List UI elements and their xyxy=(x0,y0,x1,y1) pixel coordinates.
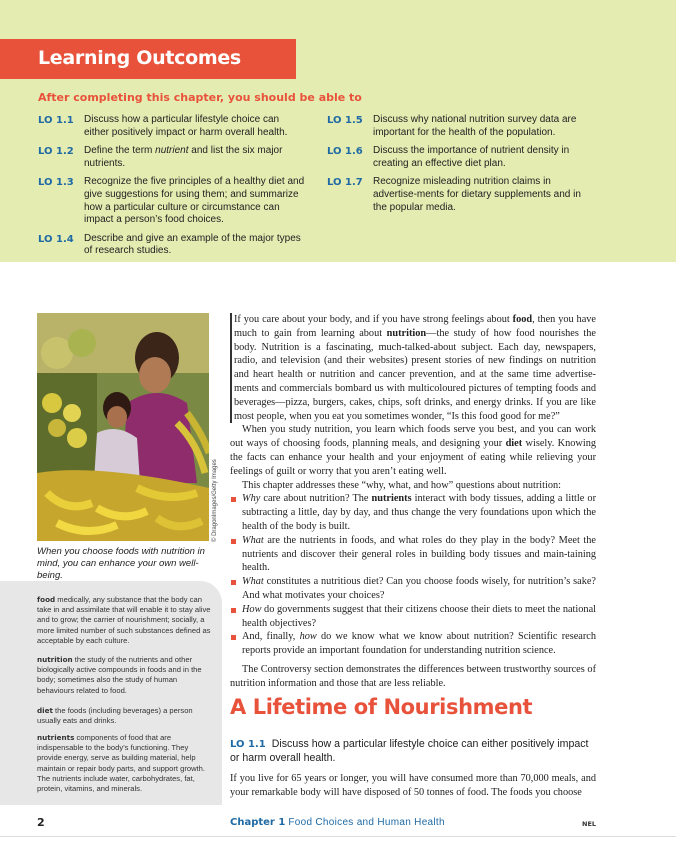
lo-number: LO 1.5 xyxy=(327,115,363,126)
section-learning-outcome xyxy=(230,738,596,765)
lo-item xyxy=(38,233,306,258)
page-number: 2 xyxy=(37,816,45,829)
lo-text: Recognize misleading nutrition claims in advertise-ments for dietary supplements and in the popular media. xyxy=(373,176,581,213)
photo-credit xyxy=(212,459,222,542)
page-edge xyxy=(0,836,676,837)
lo-text: Discuss why national nutrition survey data are important for the health of the population. xyxy=(373,114,577,138)
glossary-definition: the study of the nutrients and other biologically active compounds in foods and in the body; sometimes also the study of human behaviours related to food. xyxy=(37,655,202,695)
lo-item xyxy=(38,145,306,170)
lo-number: LO 1.2 xyxy=(38,146,74,158)
paragraph: This chapter addresses these “why, what, and how” questions about nutrition: xyxy=(242,479,562,491)
glossary-term: diet xyxy=(37,706,53,715)
text-run: , then you have much to gain from learning about xyxy=(234,314,596,339)
glossary-definition: the foods (including beverages) a person usually eats and drinks. xyxy=(37,706,193,726)
text-run: do we know what we know about nutrition? Scientific research reports provide an important foundation for understanding nutrition science. xyxy=(242,631,596,657)
question-word: Why xyxy=(242,493,261,505)
text-run: wisely. Knowing the facts can enhance your health and your enjoyment of eating while relieving your feelings of guilt or worry that you aren’t eating well. xyxy=(230,438,596,477)
lo-number: LO 1.1 xyxy=(230,739,266,750)
lo-item xyxy=(327,114,597,139)
key-term: nutrients xyxy=(371,493,412,505)
lo-text-part: Define the term xyxy=(84,145,156,157)
key-term: nutrition xyxy=(386,327,427,339)
text-run: care about nutrition? The xyxy=(260,493,372,505)
lo-item xyxy=(327,176,597,214)
text-run: When you study nutrition, you learn which foods serve you best, and you can work out ways of choosing foods, planning meals, and designing your xyxy=(230,424,596,450)
market-photo xyxy=(37,313,209,541)
publisher-mark: NEL xyxy=(582,820,597,828)
lo-text-emphasis: nutrient xyxy=(155,145,189,157)
lo-item xyxy=(327,145,597,170)
lo-item xyxy=(38,176,306,226)
question-word: how xyxy=(299,631,317,643)
lo-text xyxy=(84,145,306,170)
glossary-term: nutrients xyxy=(37,733,75,742)
learning-outcomes-banner xyxy=(0,39,296,79)
glossary-entry xyxy=(37,655,215,696)
running-footer xyxy=(230,817,445,828)
glossary-definition: components of food that are indispensable to the body’s functioning. They provide energy, serve as building material, help maintain or repair body parts, and support growth. The nutrients include water, carbohydrates, fat, protein, vitamins, and minerals. xyxy=(37,733,205,794)
lo-number: LO 1.4 xyxy=(38,233,74,245)
learning-outcomes-title: Learning Outcomes xyxy=(38,47,241,69)
question-word: What xyxy=(242,576,264,588)
question-list xyxy=(230,492,596,658)
lo-text-part: and list the six major nutrients. xyxy=(84,145,283,169)
lo-text: Describe and give an example of the major types of research studies. xyxy=(84,232,301,257)
learning-outcomes-right-column xyxy=(327,114,597,220)
question-word: How xyxy=(242,603,262,615)
intro-paragraph xyxy=(230,313,596,423)
text-run: constitutes a nutritious diet? Can you choose foods wisely, for nutrition’s sake? And what motivates your choices? xyxy=(242,576,596,601)
glossary-term: nutrition xyxy=(37,655,73,664)
glossary-entry xyxy=(37,595,215,646)
market-photo-illustration xyxy=(37,313,209,541)
list-item xyxy=(230,534,596,575)
paragraph xyxy=(230,423,596,478)
section-title: A Lifetime of Nourishment xyxy=(230,695,533,719)
lo-text: Recognize the five principles of a healthy diet and give suggestions for using them; and summarize how a particular culture or circumstance can impact a person’s food choices. xyxy=(84,176,305,226)
list-item xyxy=(230,630,596,658)
text-run: are the nutrients in foods, and what roles do they play in the body? Meet the nutrients and discover their general roles in building body tissues and main-taining health. xyxy=(242,534,596,574)
glossary-entry xyxy=(37,706,215,726)
list-item xyxy=(230,603,596,631)
photo-caption: When you choose foods with nutrition in mind, you can enhance your own well-being. xyxy=(37,546,205,581)
list-item xyxy=(230,492,596,533)
lo-text: Discuss how a particular lifestyle choice can either positively impact or harm overall health. xyxy=(84,114,288,138)
learning-outcomes-intro: After completing this chapter, you should be able to xyxy=(38,91,362,104)
photo-credit-text: © DragonImages/Getty Images xyxy=(212,459,218,542)
glossary-definition: medically, any substance that the body can take in and assimilate that will enable it to stay alive and to grow; the carrier of nourishment; socially, a more limited number of such substances defined as acceptable by each culture. xyxy=(37,595,211,645)
lo-number: LO 1.7 xyxy=(327,177,363,189)
learning-outcomes-left-column xyxy=(38,114,306,264)
text-run: If you care about your body, and if you have strong feelings about xyxy=(234,314,513,325)
chapter-label: Chapter 1 xyxy=(230,817,286,828)
lo-number: LO 1.1 xyxy=(38,115,74,126)
lo-text: Discuss how a particular lifestyle choice can either positively impact or harm overall health. xyxy=(230,738,589,764)
paragraph: The Controversy section demonstrates the differences between trustworthy sources of nutrition information and those that are less reliable. xyxy=(230,663,596,689)
text-run: —the study of how food nourishes the body. Nutrition is a fascinating, much-talked-about subject. Each day, newspapers, radio, and television (and their websites) present stories of new findings on nutrition and heart health or nutrition and cancer prevention, and at the same time advertise-ments and commercials bombard us with multicoloured pictures of tempting foods and beverages—pizza, burgers, cakes, chips, soft drinks, and energy drinks. If you are like most people, when you eat you sometimes wonder, “Is this food good for me?” xyxy=(234,327,596,422)
glossary-sidebar xyxy=(0,581,222,805)
key-term: food xyxy=(512,314,533,325)
chapter-title: Food Choices and Human Health xyxy=(288,817,445,828)
question-word: What xyxy=(242,534,264,546)
lo-text: Discuss the importance of nutrient density in creating an effective diet plan. xyxy=(373,145,570,169)
lo-number: LO 1.3 xyxy=(38,177,74,189)
text-run: do governments suggest that their citizens choose their diets to meet the national health objectives? xyxy=(242,603,596,629)
glossary-entry xyxy=(37,733,215,794)
main-text xyxy=(230,313,596,691)
text-run: And, finally, xyxy=(242,631,300,643)
glossary-term: food xyxy=(37,595,56,604)
paragraph: If you live for 65 years or longer, you will have consumed more than 70,000 meals, and your remarkable body will have disposed of 50 tonnes of food. The foods you choose xyxy=(230,773,596,798)
key-term: diet xyxy=(505,438,523,450)
list-item xyxy=(230,575,596,603)
lo-number: LO 1.6 xyxy=(327,146,363,158)
learning-outcomes-panel xyxy=(0,0,676,262)
text-run: interact with body tissues, adding a little or subtracting a little, day by day, and thus change the very foundations upon which the health of the body is built. xyxy=(242,493,596,532)
lo-item xyxy=(38,114,306,139)
